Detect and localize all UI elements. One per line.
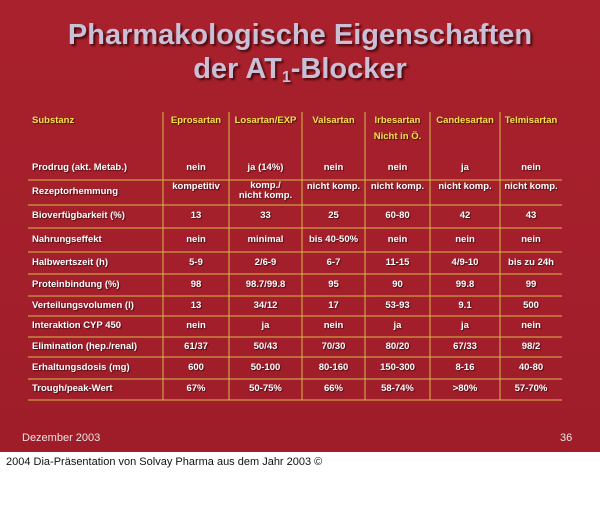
title-line-1: Pharmakologische Eigenschaften <box>67 19 533 51</box>
table-cell: 99.8 <box>455 279 475 290</box>
table-cell: bis zu 24h <box>508 257 554 268</box>
table-cell: >80% <box>452 383 478 394</box>
header-eprosartan: Eprosartan <box>170 115 222 126</box>
table-cell: 50-75% <box>249 383 282 394</box>
table-cell: 13 <box>190 210 202 221</box>
row-label: Halbwertszeit (h) <box>32 257 109 268</box>
row-label: Elimination (hep./renal) <box>32 341 138 352</box>
footer-date: Dezember 2003 <box>22 432 101 444</box>
row-label: Verteilungsvolumen (l) <box>32 300 134 311</box>
table-cell: 2/6-9 <box>254 257 277 268</box>
table-cell: ja <box>461 320 469 331</box>
table-cell: 8-16 <box>455 362 475 373</box>
table-cell: 500 <box>523 300 539 311</box>
table-cell: ja <box>393 320 402 331</box>
table-cell: nicht komp. <box>306 181 361 192</box>
table-cell: 95 <box>328 279 339 290</box>
table-cell: nein <box>323 162 344 173</box>
table-cell: 98.7/99.8 <box>245 279 286 290</box>
table-cell: nein <box>323 320 344 331</box>
table-cell: 53-93 <box>385 300 410 311</box>
table-cell: 98 <box>190 279 202 290</box>
table-cell: ja <box>461 162 469 173</box>
table-cell: 80-160 <box>318 362 349 373</box>
table-cell: nein <box>455 234 475 245</box>
title-line-2-prefix: der AT <box>193 53 282 85</box>
table-cell: 43 <box>525 210 537 221</box>
table-cell: 33 <box>260 210 271 221</box>
page-number: 36 <box>560 432 573 444</box>
table-cell: 25 <box>328 210 339 221</box>
table-cell: nicht komp. <box>438 181 492 192</box>
table-cell: nicht komp. <box>370 181 425 192</box>
row-label: Rezeptorhemmung <box>32 186 119 197</box>
table-cell: kompetitiv <box>172 181 220 192</box>
title-subscript: 1 <box>281 69 291 86</box>
table-cell: 40-80 <box>518 362 544 373</box>
table-cell: 11-15 <box>385 257 410 268</box>
header-telmisartan: Telmisartan <box>504 115 558 126</box>
header-substance: Substanz <box>32 115 75 126</box>
table-cell: 60-80 <box>385 210 410 221</box>
row-label: Proteinbindung (%) <box>32 279 120 290</box>
table-cell: nein <box>521 162 541 173</box>
table-cell: 66% <box>323 383 343 394</box>
header-valsartan: Valsartan <box>312 115 355 126</box>
table-cell: nein <box>387 162 408 173</box>
table-cell: nein <box>186 234 206 245</box>
table-cell: nein <box>186 162 206 173</box>
row-label: Prodrug (akt. Metab.) <box>32 162 128 173</box>
table-cell: nein <box>521 234 541 245</box>
table-cell: 67% <box>186 383 206 394</box>
table-cell: 9.1 <box>458 300 472 311</box>
table-cell: 150-300 <box>380 362 415 373</box>
table-cell: 50-100 <box>250 362 281 373</box>
table-cell: 57-70% <box>514 383 548 394</box>
row-label: Trough/peak-Wert <box>32 383 113 394</box>
row-label: Erhaltungsdosis (mg) <box>32 362 130 373</box>
table-cell: 42 <box>459 210 471 221</box>
header-losartan-exp: Losartan/EXP <box>234 115 297 126</box>
header-candesartan: Candesartan <box>436 115 494 126</box>
table-cell: 13 <box>190 300 202 311</box>
table-cell: 67/33 <box>453 341 477 352</box>
table-cell: 61/37 <box>184 341 208 352</box>
table-cell: nein <box>521 320 541 331</box>
table-cell: 58-74% <box>381 383 414 394</box>
table-cell: 5-9 <box>189 257 203 268</box>
table-cell: ja <box>261 320 270 331</box>
table-cell: komp./ nicht komp. <box>238 180 293 201</box>
table-cell: ja (14%) <box>247 162 284 173</box>
table-cell: 70/30 <box>321 341 346 352</box>
header-note: Nicht in Ö. <box>373 131 422 142</box>
title-line-2-suffix: -Blocker <box>290 53 407 85</box>
table-cell: 17 <box>328 300 339 311</box>
table-cell: 50/43 <box>253 341 278 352</box>
table-cell: 98/2 <box>521 341 541 352</box>
table-cell: 90 <box>392 279 403 290</box>
table-cell: 34/12 <box>253 300 278 311</box>
table-cell: minimal <box>247 234 284 245</box>
row-label: Interaktion CYP 450 <box>32 320 122 331</box>
table-cell: bis 40-50% <box>308 234 359 245</box>
table-cell: nicht komp. <box>504 181 558 192</box>
row-label: Bioverfügbarkeit (%) <box>32 210 125 221</box>
table-cell: 600 <box>188 362 204 373</box>
table-cell: nein <box>387 234 408 245</box>
table-cell: nein <box>186 320 206 331</box>
table-cell: 4/9-10 <box>451 257 479 268</box>
table-cell: 6-7 <box>326 257 341 268</box>
image-caption: 2004 Dia-Präsentation von Solvay Pharma aus dem Jahr 2003 © <box>6 456 323 468</box>
row-label: Nahrungseffekt <box>32 234 102 245</box>
header-irbesartan: Irbesartan <box>374 115 421 126</box>
table-cell: 99 <box>525 279 537 290</box>
table-cell: 80/20 <box>385 341 410 352</box>
